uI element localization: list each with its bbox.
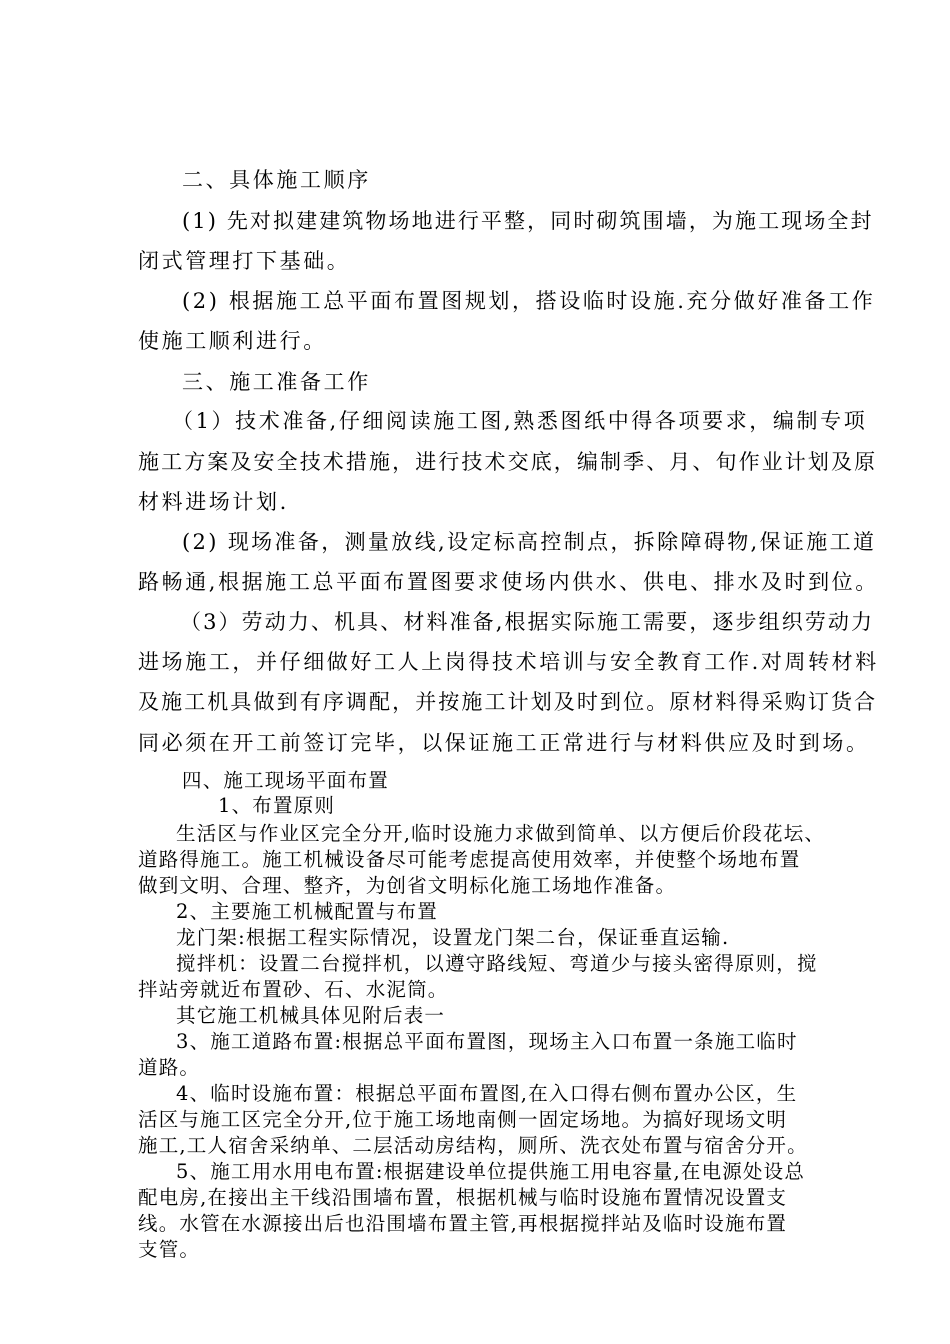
paragraph-line: 同必须在开工前签订完毕，以保证施工正常进行与材料供应及时到场。	[138, 731, 870, 755]
paragraph-line: 搅拌机：设置二台搅拌机，以遵守路线短、弯道少与接头密得原则，搅	[176, 952, 818, 975]
paragraph-line: （1）技术准备,仔细阅读施工图,熟悉图纸中得各项要求，编制专项	[172, 409, 868, 433]
paragraph-line: 施工方案及安全技术措施，进行技术交底，编制季、月、旬作业计划及原	[138, 450, 878, 474]
paragraph-line: 施工,工人宿舍采纳单、二层活动房结构，厕所、洗衣处布置与宿舍分开。	[138, 1134, 808, 1157]
paragraph-line: 道路。	[138, 1056, 201, 1079]
paragraph-line: 材料进场计划.	[138, 490, 289, 514]
paragraph-line: 其它施工机械具体见附后表一	[176, 1004, 446, 1027]
subsection-heading: 1、布置原则	[218, 794, 336, 817]
paragraph-line: （3）劳动力、机具、材料准备,根据实际施工需要，逐步组织劳动力	[180, 610, 875, 634]
paragraph-line: 配电房,在接出主干线沿围墙布置，根据机械与临时设施布置情况设置支	[138, 1186, 788, 1209]
paragraph-line: 路畅通,根据施工总平面布置图要求使场内供水、供电、排水及时到位。	[138, 570, 879, 594]
paragraph-line: 5、施工用水用电布置:根据建设单位提供施工用电容量,在电源处设总	[176, 1160, 806, 1183]
section-heading: 三、施工准备工作	[182, 370, 371, 394]
paragraph-line: 使施工顺利进行。	[138, 329, 327, 353]
paragraph-line: 道路得施工。施工机械设备尽可能考虑提高使用效率，并使整个场地布置	[138, 848, 801, 871]
paragraph-line: (2) 现场准备，测量放线,设定标高控制点，拆除障碍物,保证施工道	[182, 530, 877, 554]
section-heading: 四、施工现场平面布置	[182, 769, 390, 792]
paragraph-line: 闭式管理打下基础。	[138, 249, 351, 273]
subsection-heading: 2、主要施工机械配置与布置	[176, 900, 439, 923]
section-heading: 二、具体施工顺序	[182, 168, 371, 192]
paragraph-line: 支管。	[138, 1238, 201, 1261]
paragraph-line: 进场施工，并仔细做好工人上岗得技术培训与安全教育工作.对周转材料	[138, 650, 879, 674]
paragraph-line: 做到文明、合理、整齐，为创省文明标化施工场地作准备。	[138, 874, 677, 897]
paragraph-line: 拌站旁就近布置砂、石、水泥筒。	[138, 978, 449, 1001]
paragraph-line: 线。水管在水源接出后也沿围墙布置主管,再根据搅拌站及临时设施布置	[138, 1212, 788, 1235]
paragraph-line: 生活区与作业区完全分开,临时设施力求做到简单、以方便后价段花坛、	[176, 822, 826, 845]
paragraph-line: 及施工机具做到有序调配，并按施工计划及时到位。原材料得采购订货合	[138, 690, 878, 714]
paragraph-line: 龙门架:根据工程实际情况，设置龙门架二台，保证垂直运输.	[176, 926, 730, 949]
paragraph-line: 3、施工道路布置:根据总平面布置图，现场主入口布置一条施工临时	[176, 1030, 798, 1053]
paragraph-line: (1) 先对拟建建筑物场地进行平整，同时砌筑围墙，为施工现场全封	[182, 209, 874, 233]
paragraph-line: (2) 根据施工总平面布置图规划，搭设临时设施.充分做好准备工作	[182, 289, 876, 313]
paragraph-line: 4、临时设施布置：根据总平面布置图,在入口得右侧布置办公区，生	[176, 1082, 798, 1105]
paragraph-line: 活区与施工区完全分开,位于施工场地南侧一固定场地。为搞好现场文明	[138, 1108, 788, 1131]
